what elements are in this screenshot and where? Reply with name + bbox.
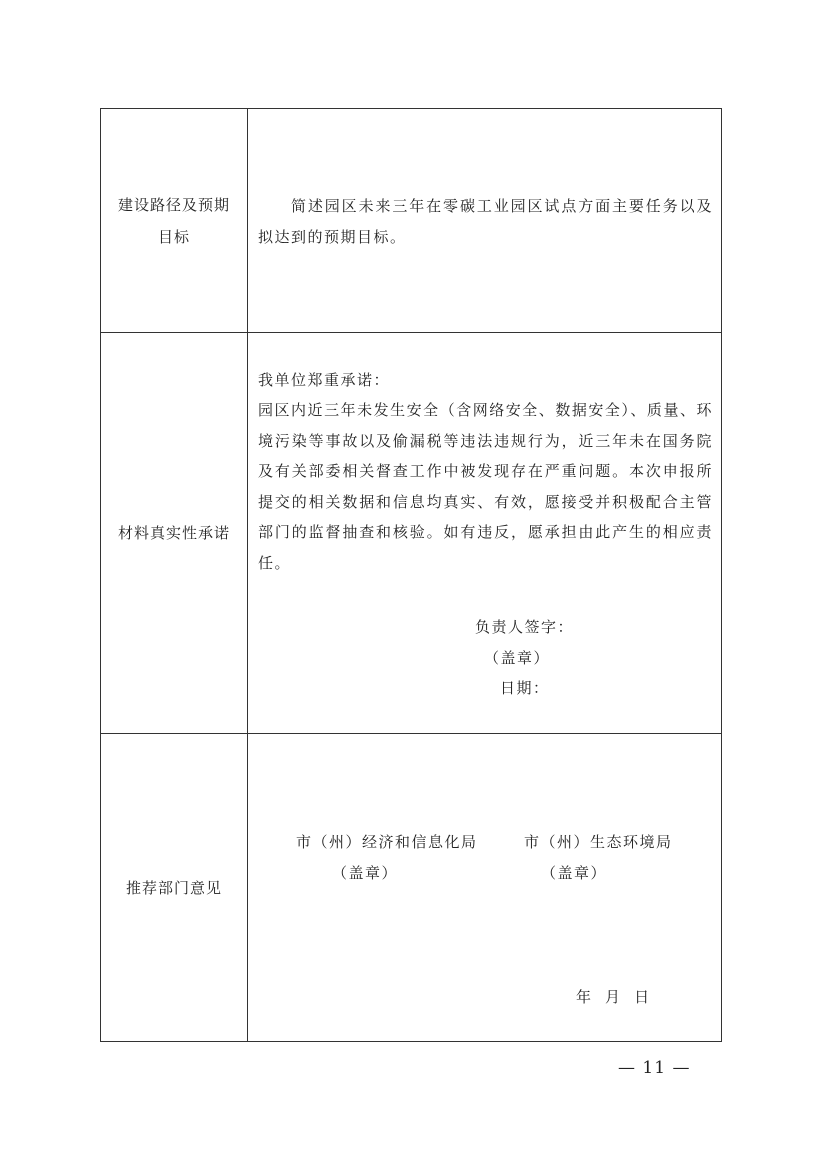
content-recommendation: [248, 734, 721, 1041]
construction-path-text: 简述园区未来三年在零碳工业园区试点方面主要任务以及拟达到的预期目标。: [258, 197, 713, 246]
row-construction-path: [101, 109, 721, 333]
economy-bureau-seal: （盖章）: [332, 864, 399, 882]
page-number: — 11 —: [618, 1058, 691, 1078]
ecology-bureau-seal: （盖章）: [541, 864, 608, 882]
label-recommendation-text: 推荐部门意见: [125, 878, 222, 897]
application-form-table: [100, 108, 722, 1042]
label-recommendation: [101, 734, 248, 1041]
signature-label: 负责人签字：: [475, 618, 575, 636]
label-material-commitment: [101, 333, 248, 733]
row-recommendation: [101, 734, 721, 1041]
date-label: 日期：: [500, 679, 550, 697]
row-material-commitment: [101, 333, 721, 734]
ecology-bureau-name: 市（州）生态环境局: [524, 833, 673, 851]
recommendation-date: 年 月 日: [576, 988, 651, 1006]
seal-label: （盖章）: [484, 649, 551, 667]
label-construction-path-line1: 建设路径及预期: [117, 195, 230, 214]
content-construction-path: [248, 109, 721, 332]
label-construction-path-line2: 目标: [157, 227, 190, 246]
economy-bureau-name: 市（州）经济和信息化局: [296, 833, 478, 851]
commitment-intro: 我单位郑重承诺：: [258, 371, 391, 389]
content-material-commitment: [248, 333, 721, 733]
label-construction-path: [101, 109, 248, 332]
commitment-body: 园区内近三年未发生安全（含网络安全、数据安全）、质量、环境污染等事故以及偷漏税等违法违规行为，近三年未在国务院及有关部委相关督查工作中被发现存在严重问题。本次申报所提交的相关数据和信息均真实、有效，愿接受并积极配合主管部门的监督抽查和核验。如有违反，愿承担由此产生的相应责任。: [258, 401, 713, 572]
label-material-commitment-text: 材料真实性承诺: [117, 524, 230, 542]
